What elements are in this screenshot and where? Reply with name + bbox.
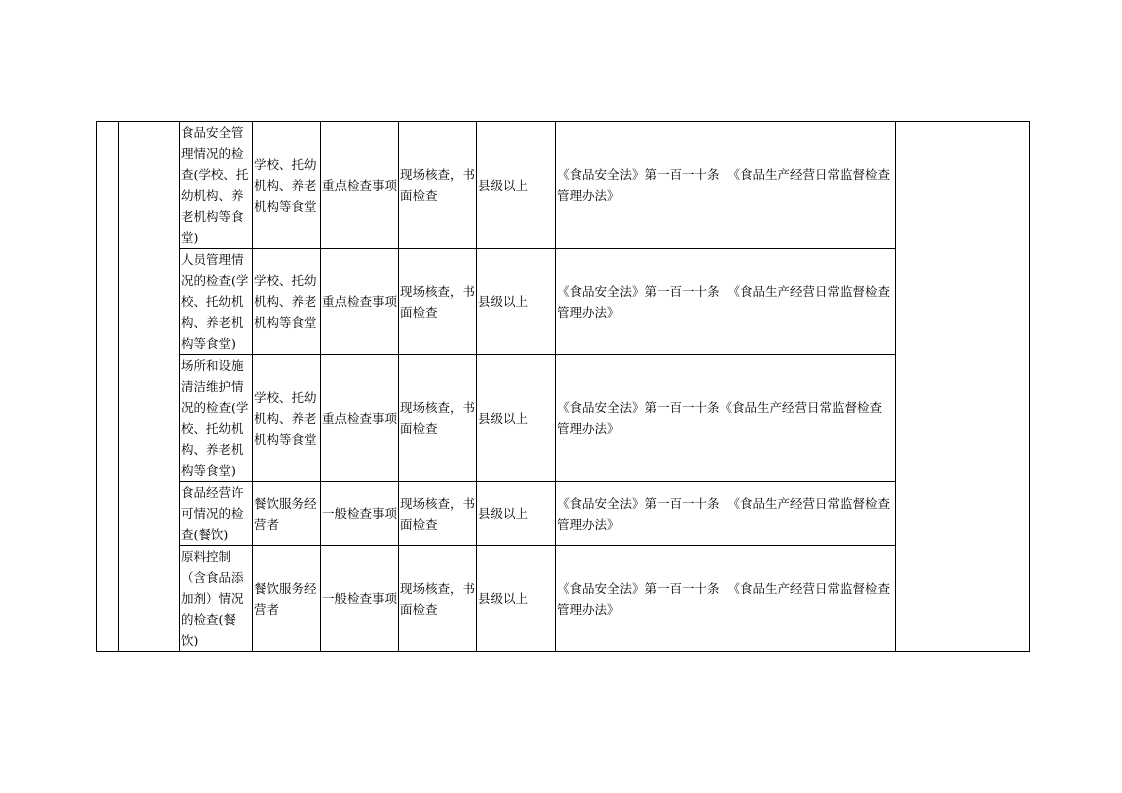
table-row [97,122,1030,249]
inspection-method-cell [399,249,477,355]
table-row [97,249,1030,355]
legal-basis-text: 《食品安全法》第一百一十条《食品生产经营日常监督检查管理办法》 [557,400,883,436]
inspection-method-text: 现场核查，书面检查 [400,167,476,203]
item-category-cell [321,355,399,482]
legal-basis-cell [556,249,896,355]
inspection-method-cell [399,122,477,249]
table-row [97,355,1030,482]
legal-basis-text: 《食品安全法》第一百一十条 《食品生产经营日常监督检查管理办法》 [557,495,890,532]
inspection-method-text: 现场核查，书面检查 [400,495,476,532]
legal-basis-text: 《食品安全法》第一百一十条 《食品生产经营日常监督检查管理办法》 [557,283,890,320]
inspection-item-text: 食品经营许可情况的检查(餐饮) [181,485,244,542]
inspection-items-table [96,121,1030,652]
inspection-method-cell [399,482,477,546]
inspection-level-text: 县级以上 [478,177,529,193]
item-category-cell [321,546,399,652]
item-category-text: 一般检查事项 [322,591,398,606]
inspection-item-cell [180,249,253,355]
inspection-level-cell [477,482,556,546]
merged-category-cell [119,122,180,652]
inspection-method-text: 现场核查，书面检查 [400,400,476,436]
inspection-item-text: 场所和设施清洁维护情况的检查(学校、托幼机构、养老机构等食堂) [181,358,249,478]
inspection-level-text: 县级以上 [478,506,529,521]
legal-basis-cell [556,122,896,249]
inspection-object-cell [253,482,321,546]
inspection-method-text: 现场核查，书面检查 [400,580,476,617]
item-category-cell [321,122,399,249]
inspection-method-text: 现场核查，书面检查 [400,283,476,320]
inspection-object-cell [253,249,321,355]
legal-basis-cell [556,482,896,546]
inspection-item-cell [180,482,253,546]
inspection-object-text: 餐饮服务经营者 [254,495,317,532]
merged-index-cell [97,122,119,652]
inspection-object-cell [253,355,321,482]
item-category-text: 重点检查事项 [322,410,398,426]
inspection-object-text: 餐饮服务经营者 [254,580,317,617]
merged-remarks-cell [896,122,1030,652]
legal-basis-cell [556,546,896,652]
inspection-object-cell [253,546,321,652]
item-category-text: 一般检查事项 [322,506,398,521]
item-category-text: 重点检查事项 [322,294,398,309]
table-row [97,482,1030,546]
inspection-object-cell [253,122,321,249]
item-category-text: 重点检查事项 [322,177,398,193]
inspection-item-cell [180,122,253,249]
item-category-cell [321,482,399,546]
inspection-method-cell [399,355,477,482]
inspection-level-cell [477,249,556,355]
inspection-object-text: 学校、托幼机构、养老机构等食堂 [254,273,317,330]
legal-basis-text: 《食品安全法》第一百一十条 《食品生产经营日常监督检查管理办法》 [557,167,890,203]
inspection-level-text: 县级以上 [478,294,529,309]
inspection-object-text: 学校、托幼机构、养老机构等食堂 [254,156,317,214]
table-row [97,546,1030,652]
inspection-item-text: 人员管理情况的检查(学校、托幼机构、养老机构等食堂) [181,252,249,351]
inspection-item-text: 原料控制（含食品添加剂）情况的检查(餐饮) [181,549,244,648]
legal-basis-cell [556,355,896,482]
inspection-item-cell [180,355,253,482]
inspection-level-cell [477,122,556,249]
inspection-item-text: 食品安全管理情况的检查(学校、托幼机构、养老机构等食堂) [181,125,249,245]
inspection-level-text: 县级以上 [478,591,529,606]
inspection-method-cell [399,546,477,652]
inspection-level-cell [477,546,556,652]
inspection-item-cell [180,546,253,652]
item-category-cell [321,249,399,355]
inspection-level-text: 县级以上 [478,410,529,426]
legal-basis-text: 《食品安全法》第一百一十条 《食品生产经营日常监督检查管理办法》 [557,580,890,617]
inspection-level-cell [477,355,556,482]
inspection-object-text: 学校、托幼机构、养老机构等食堂 [254,389,317,447]
